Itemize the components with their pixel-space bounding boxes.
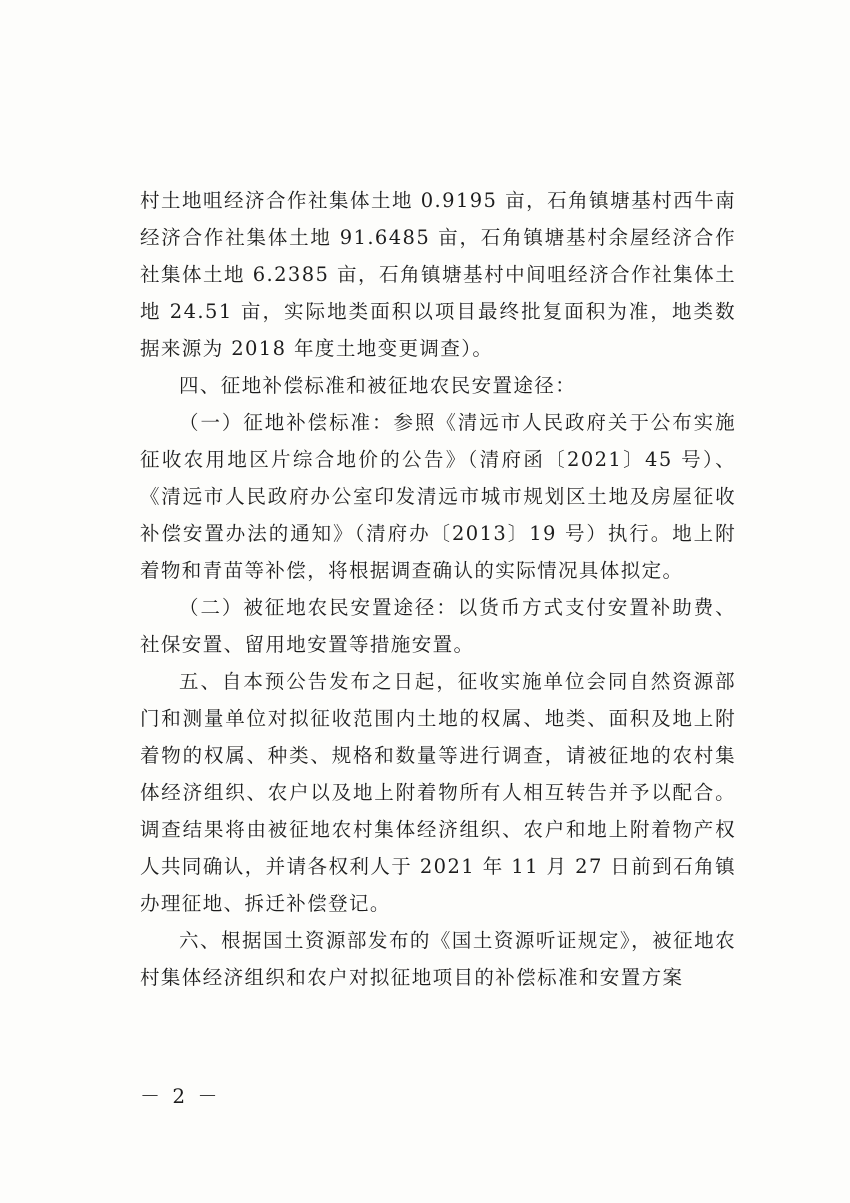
page-number: － 2 － [140, 1084, 221, 1108]
paragraph-section-4-2: （二）被征地农民安置途径：以货币方式支付安置补助费、社保安置、留用地安置等措施安置。 [140, 596, 736, 656]
document-body [140, 182, 736, 996]
paragraph-section-4-1: （一）征地补偿标准：参照《清远市人民政府关于公布实施征收农用地区片综合地价的公告》（清府函〔2021〕45 号）、《清远市人民政府办公室印发清远市城市规划区土地及房屋征收补偿安置办法的通知》（清府办〔2013〕19 号）执行。地上附着物和青苗等补偿，将根据调查确认的实际情况具体拟定。 [140, 411, 736, 582]
paragraph-section-5: 五、自本预公告发布之日起，征收实施单位会同自然资源部门和测量单位对拟征收范围内土地的权属、地类、面积及地上附着物的权属、种类、规格和数量等进行调查，请被征地的农村集体经济组织、农户以及地上附着物所有人相互转告并予以配合。调查结果将由被征地农村集体经济组织、农户和地上附着物产权人共同确认，并请各权利人于 2021 年 11 月 27 日前到石角镇办理征地、拆迁补偿登记。 [140, 670, 736, 915]
paragraph-section-6: 六、根据国土资源部发布的《国土资源听证规定》，被征地农村集体经济组织和农户对拟征地项目的补偿标准和安置方案 [140, 929, 736, 989]
paragraph-land-area-continuation: 村土地咀经济合作社集体土地 0.9195 亩，石角镇塘基村西牛南经济合作社集体土地 91.6485 亩，石角镇塘基村余屋经济合作社集体土地 6.2385 亩，石角镇塘基村中间咀经济合作社集体土地 24.51 亩，实际地类面积以项目最终批复面积为准，地类数据来源为 2018 年度土地变更调查）。 [140, 189, 736, 360]
paragraph-section-4-heading: 四、征地补偿标准和被征地农民安置途径： [179, 374, 577, 397]
